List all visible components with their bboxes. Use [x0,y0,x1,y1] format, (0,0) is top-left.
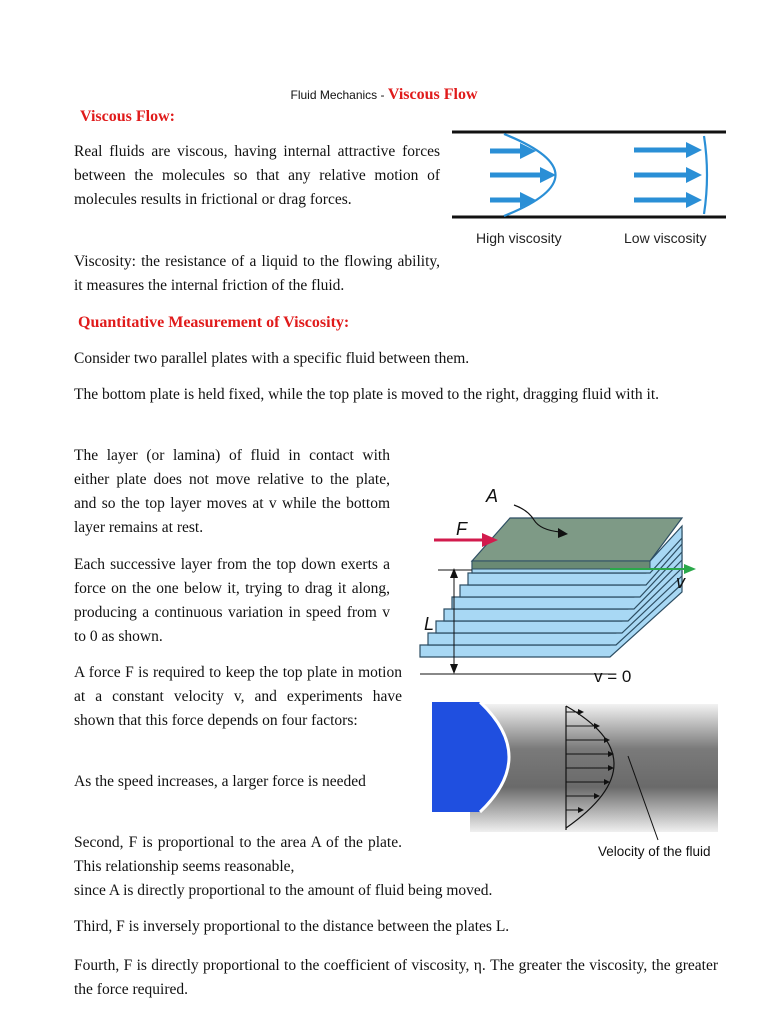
header-prefix: Fluid Mechanics - [290,88,388,102]
label-L: L [424,614,435,634]
paragraph-force-required: A force F is required to keep the top plate in motion at a constant velocity v, and experiments have shown that this force depends on four factors: [74,664,402,729]
section-heading-viscous-flow: Viscous Flow: [80,108,175,125]
high-viscosity-arrows [490,143,556,208]
label-v: v [676,572,685,592]
paragraph-viscosity-definition: Viscosity: the resistance of a liquid to the flowing ability, it measures the internal friction of the fluid. [74,253,440,294]
paragraph-area-amount-of-fluid: since A is directly proportional to the amount of fluid being moved. [74,882,493,899]
label-v-zero: v = 0 [594,667,632,686]
paragraph-viscosity-coefficient: Fourth, F is directly proportional to the coefficient of viscosity, η. The greater the viscosity, the greater the force required. [74,957,718,998]
paragraph-lamina: The layer (or lamina) of fluid in contact with either plate does not move relative to the plate, and so the top layer moves at v while the bottom layer remains at rest. [74,447,390,536]
flat-profile-curve [704,136,707,214]
parallel-plates-svg [410,480,710,690]
top-plate-edge [472,561,650,569]
page-header [0,86,768,104]
tube-blue-face [432,702,480,812]
paragraph-distance-inverse: Third, F is inversely proportional to the distance between the plates L. [74,918,510,935]
parallel-plates-figure [410,480,710,690]
tube-velocity-figure [430,698,720,870]
low-viscosity-arrows [634,142,702,208]
label-high-viscosity: High viscosity [476,230,562,246]
paragraph-parallel-plates: Consider two parallel plates with a specific fluid between them. [74,350,470,367]
top-plate [472,518,682,561]
section-heading-quantitative: Quantitative Measurement of Viscosity: [78,314,350,331]
paragraph-area-proportional: Second, F is proportional to the area A of the plate. This relationship seems reasonable, [74,834,402,875]
label-velocity-of-fluid: Velocity of the fluid [598,844,711,859]
label-A: A [486,486,499,506]
paragraph-speed-increases: As the speed increases, a larger force is needed [74,773,366,790]
paragraph-bottom-plate-fixed: The bottom plate is held fixed, while the top plate is moved to the right, dragging fluid with it. [74,386,660,403]
paragraph-real-fluids: Real fluids are viscous, having internal attractive forces between the molecules so that any relative motion of molecules results in frictional or drag forces. [74,143,440,208]
paragraph-successive-layers: Each successive layer from the top down exerts a force on the one below it, trying to drag it along, producing a continuous variation in speed from v to 0 as shown. [74,556,390,645]
viscosity-pipe-figure [452,128,728,252]
label-F: F [456,519,467,539]
label-low-viscosity: Low viscosity [624,230,707,246]
header-accent: Viscous Flow [387,86,478,103]
